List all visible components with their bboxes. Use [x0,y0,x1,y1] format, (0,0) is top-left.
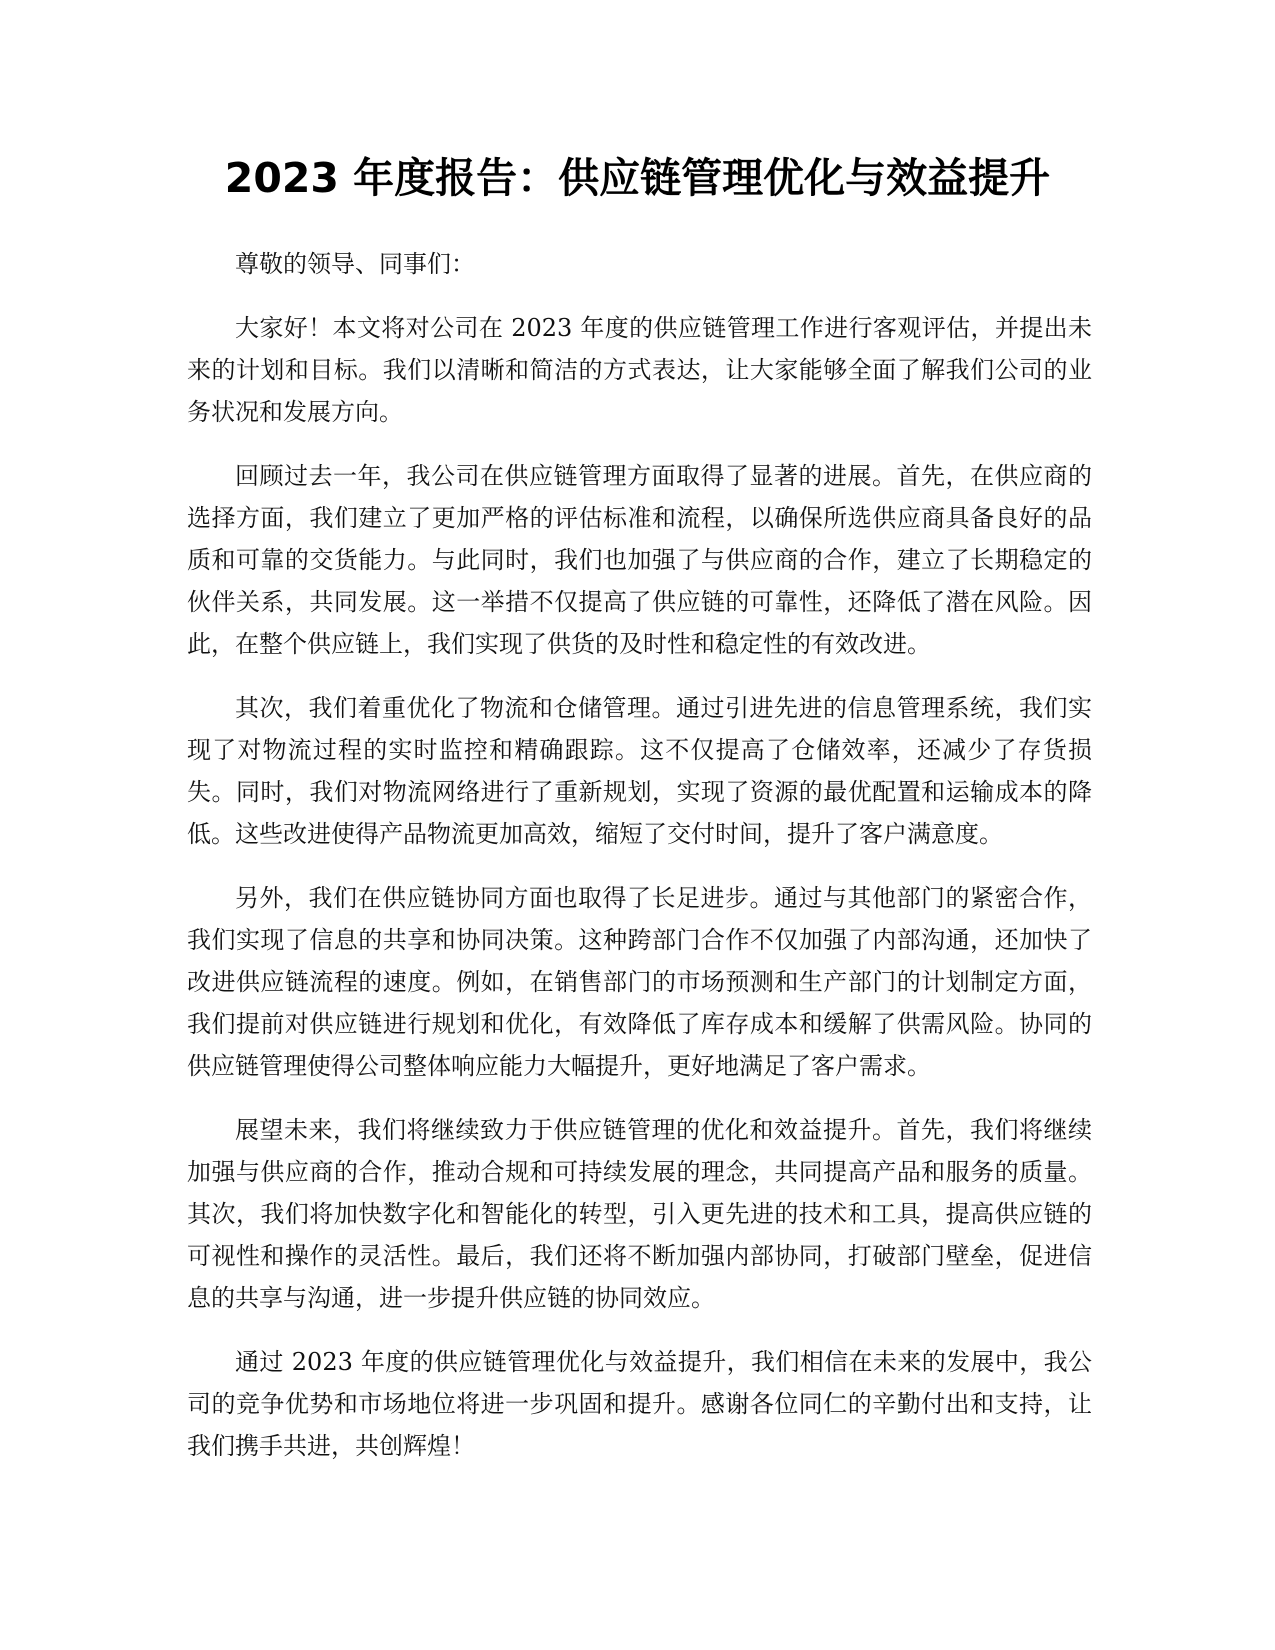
paragraph-closing: 通过 2023 年度的供应链管理优化与效益提升，我们相信在未来的发展中，我公司的竞争优势和市场地位将进一步巩固和提升。感谢各位同仁的辛勤付出和支持，让我们携手共进，共创辉煌！ [187,1348,1092,1460]
document-body [187,243,1092,1489]
paragraph-collaboration: 另外，我们在供应链协同方面也取得了长足进步。通过与其他部门的紧密合作，我们实现了信息的共享和协同决策。这种跨部门合作不仅加强了内部沟通，还加快了改进供应链流程的速度。例如，在销售部门的市场预测和生产部门的计划制定方面，我们提前对供应链进行规划和优化，有效降低了库存成本和缓解了供需风险。协同的供应链管理使得公司整体响应能力大幅提升，更好地满足了客户需求。 [187,884,1092,1080]
paragraph-review: 回顾过去一年，我公司在供应链管理方面取得了显著的进展。首先，在供应商的选择方面，我们建立了更加严格的评估标准和流程，以确保所选供应商具备良好的品质和可靠的交货能力。与此同时，我们也加强了与供应商的合作，建立了长期稳定的伙伴关系，共同发展。这一举措不仅提高了供应链的可靠性，还降低了潜在风险。因此，在整个供应链上，我们实现了供货的及时性和稳定性的有效改进。 [187,462,1092,658]
paragraph-intro: 大家好！本文将对公司在 2023 年度的供应链管理工作进行客观评估，并提出未来的计划和目标。我们以清晰和简洁的方式表达，让大家能够全面了解我们公司的业务状况和发展方向。 [187,314,1092,426]
document-title: 2023 年度报告：供应链管理优化与效益提升 [224,154,1051,202]
paragraph-logistics: 其次，我们着重优化了物流和仓储管理。通过引进先进的信息管理系统，我们实现了对物流过程的实时监控和精确跟踪。这不仅提高了仓储效率，还减少了存货损失。同时，我们对物流网络进行了重新规划，实现了资源的最优配置和运输成本的降低。这些改进使得产品物流更加高效，缩短了交付时间，提升了客户满意度。 [187,694,1092,848]
salutation: 尊敬的领导、同事们： [235,250,475,278]
paragraph-outlook: 展望未来，我们将继续致力于供应链管理的优化和效益提升。首先，我们将继续加强与供应商的合作，推动合规和可持续发展的理念，共同提高产品和服务的质量。其次，我们将加快数字化和智能化的转型，引入更先进的技术和工具，提高供应链的可视性和操作的灵活性。最后，我们还将不断加强内部协同，打破部门壁垒，促进信息的共享与沟通，进一步提升供应链的协同效应。 [187,1116,1092,1312]
